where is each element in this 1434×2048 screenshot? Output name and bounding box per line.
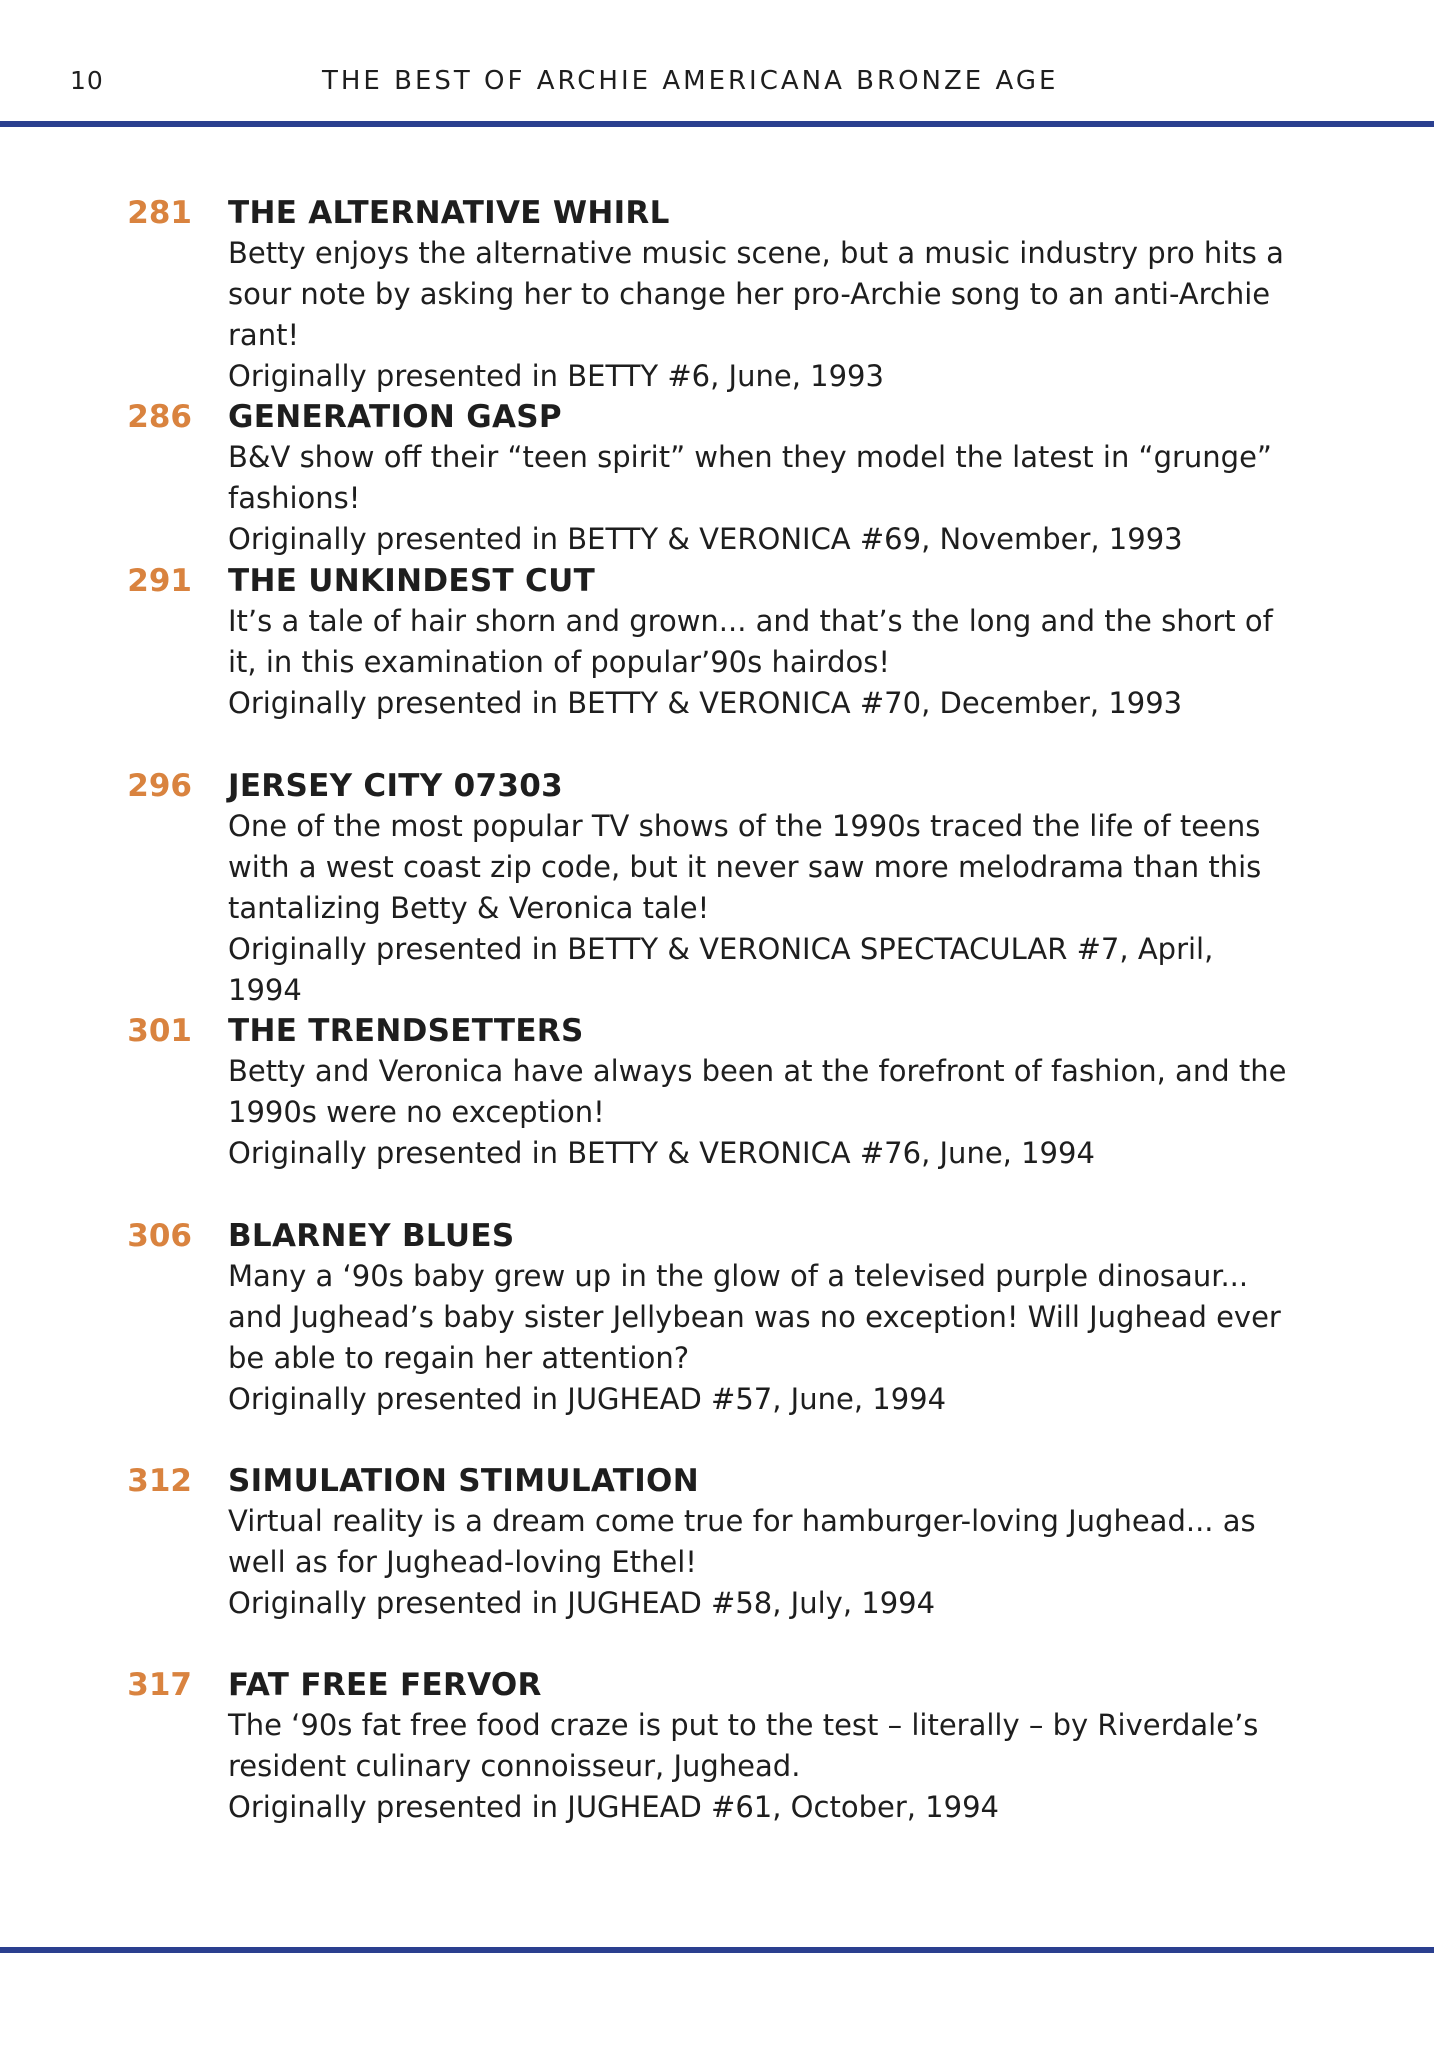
story-source: Originally presented in BETTY & VERONICA SPECTACULAR #7, April, 1994 xyxy=(228,932,1214,1007)
footer-rule xyxy=(0,1947,1434,1953)
story-page-number: 306 xyxy=(127,1218,192,1254)
book-title: THE BEST OF ARCHIE AMERICANA BRONZE AGE xyxy=(322,66,1059,96)
story-description: Virtual reality is a dream come true for hamburger-loving Jughead... as well as for Jughead-loving Ethel! xyxy=(228,1504,1256,1579)
story-source: Originally presented in JUGHEAD #57, June, 1994 xyxy=(228,1382,947,1416)
header-rule xyxy=(0,121,1434,127)
story-title: JERSEY CITY 07303 xyxy=(228,768,563,804)
story-description: One of the most popular TV shows of the 1990s traced the life of teens with a west coast zip code, but it never saw more melodrama than this tantalizing Betty & Veronica tale! xyxy=(228,809,1262,925)
story-description: Betty enjoys the alternative music scene, but a music industry pro hits a sour note by asking her to change her pro-Archie song to an anti-Archie rant! xyxy=(228,236,1284,352)
story-title: BLARNEY BLUES xyxy=(228,1218,515,1254)
story-description: B&V show off their “teen spirit” when they model the latest in “grunge” fashions! xyxy=(228,440,1272,515)
story-page-number: 291 xyxy=(127,563,192,599)
story-title: THE ALTERNATIVE WHIRL xyxy=(228,195,670,231)
story-title: GENERATION GASP xyxy=(228,399,562,435)
story-description: It’s a tale of hair shorn and grown... and that’s the long and the short of it, in this examination of popular’90s hairdos! xyxy=(228,604,1273,679)
story-page-number: 312 xyxy=(127,1463,192,1499)
page-number: 10 xyxy=(70,66,104,95)
story-description: The ‘90s fat free food craze is put to the test – literally – by Riverdale’s resident culinary connoisseur, Jughead. xyxy=(228,1708,1259,1783)
story-page-number: 296 xyxy=(127,768,192,804)
story-page-number: 317 xyxy=(127,1667,192,1703)
story-title: THE UNKINDEST CUT xyxy=(228,563,596,599)
story-source: Originally presented in BETTY #6, June, 1993 xyxy=(228,359,884,393)
story-page-number: 286 xyxy=(127,399,192,435)
story-source: Originally presented in JUGHEAD #61, October, 1994 xyxy=(228,1790,999,1824)
story-title: THE TRENDSETTERS xyxy=(228,1013,584,1049)
page-header xyxy=(0,0,1434,128)
story-source: Originally presented in JUGHEAD #58, July, 1994 xyxy=(228,1586,936,1620)
story-source: Originally presented in BETTY & VERONICA #76, June, 1994 xyxy=(228,1136,1095,1170)
story-page-number: 301 xyxy=(127,1013,192,1049)
story-title: FAT FREE FERVOR xyxy=(228,1667,542,1703)
story-page-number: 281 xyxy=(127,195,192,231)
story-description: Many a ‘90s baby grew up in the glow of a televised purple dinosaur... and Jughead’s baby sister Jellybean was no exception! Will Jughead ever be able to regain her attention? xyxy=(228,1259,1281,1375)
story-description: Betty and Veronica have always been at the forefront of fashion, and the 1990s were no exception! xyxy=(228,1054,1287,1129)
story-title: SIMULATION STIMULATION xyxy=(228,1463,699,1499)
story-source: Originally presented in BETTY & VERONICA #70, December, 1993 xyxy=(228,686,1183,720)
story-source: Originally presented in BETTY & VERONICA #69, November, 1993 xyxy=(228,522,1183,556)
